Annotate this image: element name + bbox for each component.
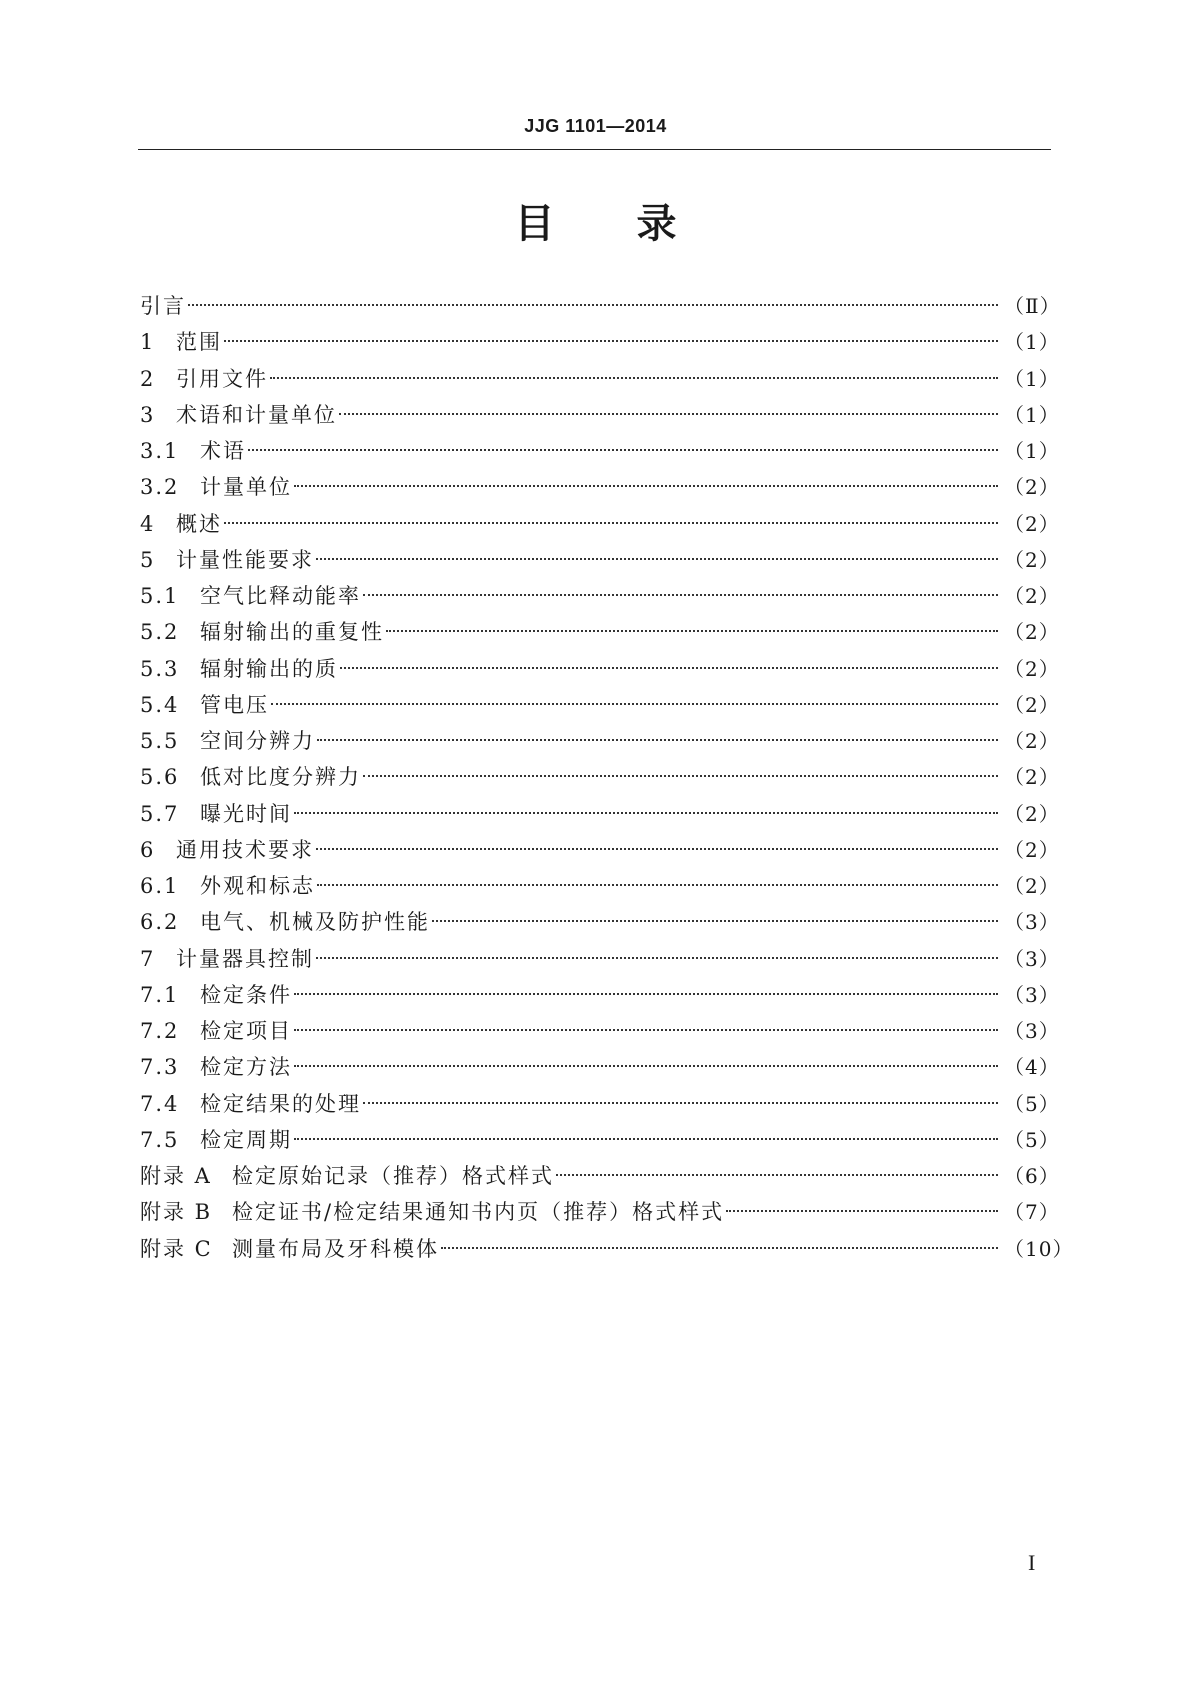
- toc-entry-number: 3.1: [140, 439, 180, 463]
- toc-entry-page: （3）: [1004, 910, 1060, 935]
- toc-entry[interactable]: [140, 361, 1060, 397]
- toc-entry-number: 5.2: [140, 620, 180, 645]
- table-of-contents: [140, 288, 1074, 1267]
- dot-leader: [248, 449, 998, 451]
- toc-entry-page: （1）: [1004, 366, 1060, 391]
- dot-leader: [432, 920, 998, 922]
- toc-entry[interactable]: [140, 651, 1060, 687]
- toc-entry[interactable]: [140, 1086, 1060, 1122]
- toc-entry-number: 1: [140, 330, 156, 355]
- toc-entry-number: 3.2: [140, 475, 180, 500]
- toc-entry-label: 低对比度分辨力: [200, 765, 361, 790]
- toc-entry[interactable]: [140, 977, 1060, 1013]
- toc-entry-number: 6.1: [140, 874, 180, 898]
- toc-entry-page: （4）: [1004, 1055, 1060, 1080]
- toc-entry[interactable]: [140, 506, 1060, 542]
- dot-leader: [188, 304, 998, 306]
- toc-entry-label: 检定项目: [200, 1019, 292, 1043]
- toc-title: [0, 200, 1191, 248]
- header-rule: [138, 149, 1051, 150]
- toc-entry[interactable]: [140, 542, 1060, 578]
- toc-entry-label: 曝光时间: [200, 801, 292, 826]
- toc-entry-label: 辐射输出的重复性: [200, 620, 384, 645]
- dot-leader: [363, 594, 998, 596]
- dot-leader: [340, 667, 998, 669]
- toc-entry-page: （1）: [1004, 330, 1060, 355]
- dot-leader: [441, 1247, 998, 1249]
- dot-leader: [556, 1174, 998, 1176]
- dot-leader: [294, 993, 998, 995]
- toc-entry-label: 空间分辨力: [200, 729, 315, 753]
- toc-entry-number: 附录 C: [140, 1236, 213, 1261]
- toc-entry-page: （5）: [1004, 1127, 1060, 1152]
- toc-entry-label: 检定结果的处理: [200, 1091, 361, 1116]
- dot-leader: [271, 703, 998, 705]
- toc-entry-page: （Ⅱ）: [1004, 294, 1061, 318]
- dot-leader: [224, 340, 998, 342]
- toc-entry-label: 测量布局及牙科模体: [232, 1236, 439, 1261]
- toc-entry-page: （2）: [1004, 620, 1060, 645]
- toc-entry-label: 辐射输出的质: [200, 656, 338, 681]
- toc-entry-page: （2）: [1004, 801, 1060, 826]
- document-code-header: JJG 1101—2014: [524, 116, 667, 136]
- toc-entry-page: （2）: [1004, 837, 1060, 862]
- toc-entry-number: 5.7: [140, 801, 180, 826]
- toc-entry-label: 计量单位: [200, 475, 292, 500]
- toc-entry[interactable]: [140, 832, 1060, 868]
- toc-entry-label: 术语: [200, 439, 246, 463]
- toc-entry-page: （1）: [1004, 439, 1060, 463]
- toc-entry-number: 5: [140, 547, 156, 572]
- toc-entry[interactable]: [140, 687, 1060, 723]
- dot-leader: [317, 739, 998, 741]
- toc-entry-label: 通用技术要求: [176, 837, 314, 862]
- toc-entry[interactable]: [140, 1013, 1060, 1049]
- toc-title-right: 录: [636, 201, 677, 247]
- toc-entry-page: （2）: [1004, 729, 1060, 753]
- toc-entry[interactable]: [140, 578, 1060, 614]
- toc-entry-page: （2）: [1004, 874, 1060, 898]
- dot-leader: [363, 1102, 998, 1104]
- toc-entry-number: 7.5: [140, 1127, 180, 1152]
- toc-entry-page: （2）: [1004, 656, 1060, 681]
- toc-entry[interactable]: [140, 868, 1060, 904]
- dot-leader: [386, 630, 998, 632]
- toc-entry[interactable]: [140, 796, 1060, 832]
- toc-entry-label: 计量性能要求: [176, 547, 314, 572]
- toc-entry[interactable]: [140, 1158, 1060, 1194]
- toc-entry[interactable]: [140, 1122, 1060, 1158]
- toc-entry-number: 7.1: [140, 982, 180, 1007]
- dot-leader: [339, 413, 998, 415]
- toc-entry[interactable]: [140, 433, 1060, 469]
- dot-leader: [294, 485, 998, 487]
- toc-entry[interactable]: [140, 759, 1060, 795]
- toc-entry-number: 附录 B: [140, 1200, 213, 1225]
- toc-entry-number: 5.3: [140, 656, 180, 681]
- toc-entry-label: 检定条件: [200, 982, 292, 1007]
- toc-entry[interactable]: [140, 288, 1061, 324]
- toc-entry-label: 检定证书/检定结果通知书内页（推荐）格式样式: [232, 1200, 725, 1225]
- dot-leader: [294, 1029, 998, 1031]
- toc-entry-label: 概述: [176, 511, 222, 536]
- toc-title-left: 目: [514, 201, 555, 247]
- toc-entry-page: （2）: [1004, 692, 1060, 717]
- toc-entry-number: 2: [140, 366, 156, 391]
- dot-leader: [270, 377, 998, 379]
- toc-entry-number: 7: [140, 946, 156, 971]
- dot-leader: [316, 957, 998, 959]
- toc-entry[interactable]: [140, 324, 1060, 360]
- page-folio: I: [1028, 1550, 1036, 1575]
- toc-entry-number: 5.5: [140, 729, 180, 753]
- toc-entry-label: 计量器具控制: [176, 946, 314, 971]
- toc-entry-label: 检定周期: [200, 1127, 292, 1152]
- dot-leader: [363, 775, 998, 777]
- toc-entry-number: 7.4: [140, 1091, 180, 1116]
- toc-entry-page: （7）: [1004, 1200, 1060, 1225]
- toc-entry-page: （3）: [1004, 946, 1060, 971]
- toc-entry-number: 6.2: [140, 910, 180, 935]
- toc-entry[interactable]: [140, 1194, 1060, 1230]
- toc-entry-number: 5.6: [140, 765, 180, 790]
- toc-entry[interactable]: [140, 723, 1060, 759]
- toc-entry-label: 检定方法: [200, 1055, 292, 1080]
- toc-entry-label: 术语和计量单位: [176, 402, 337, 427]
- toc-entry[interactable]: [140, 1231, 1074, 1267]
- toc-entry-page: （2）: [1004, 475, 1060, 500]
- toc-entry-number: 3: [140, 402, 156, 427]
- toc-entry-number: 4: [140, 511, 156, 536]
- toc-entry-page: （6）: [1004, 1164, 1060, 1188]
- toc-entry-page: （3）: [1004, 1019, 1060, 1043]
- toc-entry-label: 引言: [140, 294, 186, 318]
- toc-entry-page: （2）: [1004, 547, 1060, 572]
- toc-entry-label: 电气、机械及防护性能: [200, 910, 430, 935]
- dot-leader: [294, 1065, 998, 1067]
- dot-leader: [294, 1138, 998, 1140]
- toc-entry-label: 范围: [176, 330, 222, 355]
- toc-entry[interactable]: [140, 904, 1060, 940]
- toc-entry[interactable]: [140, 1049, 1060, 1085]
- toc-entry-number: 7.3: [140, 1055, 180, 1080]
- toc-entry-label: 引用文件: [176, 366, 268, 391]
- toc-entry-page: （5）: [1004, 1091, 1060, 1116]
- toc-entry-page: （2）: [1004, 584, 1060, 608]
- toc-entry-label: 空气比释动能率: [200, 584, 361, 608]
- toc-entry-page: （10）: [1004, 1236, 1074, 1261]
- toc-entry-number: 5.1: [140, 584, 180, 608]
- toc-entry-page: （3）: [1004, 982, 1060, 1007]
- toc-entry-number: 7.2: [140, 1019, 180, 1043]
- dot-leader: [726, 1210, 998, 1212]
- toc-entry[interactable]: [140, 397, 1060, 433]
- dot-leader: [294, 812, 998, 814]
- toc-entry-number: 附录 A: [140, 1164, 212, 1188]
- toc-entry[interactable]: [140, 469, 1060, 505]
- toc-entry-label: 管电压: [200, 692, 269, 717]
- dot-leader: [224, 522, 998, 524]
- toc-entry-page: （2）: [1004, 511, 1060, 536]
- dot-leader: [317, 884, 998, 886]
- toc-entry[interactable]: [140, 614, 1060, 650]
- toc-entry-number: 6: [140, 837, 156, 862]
- dot-leader: [316, 558, 998, 560]
- dot-leader: [316, 848, 998, 850]
- toc-entry-number: 5.4: [140, 692, 180, 717]
- toc-entry-page: （1）: [1004, 402, 1060, 427]
- toc-entry-label: 外观和标志: [200, 874, 315, 898]
- toc-entry[interactable]: [140, 941, 1060, 977]
- toc-entry-label: 检定原始记录（推荐）格式样式: [232, 1164, 554, 1188]
- toc-entry-page: （2）: [1004, 765, 1060, 790]
